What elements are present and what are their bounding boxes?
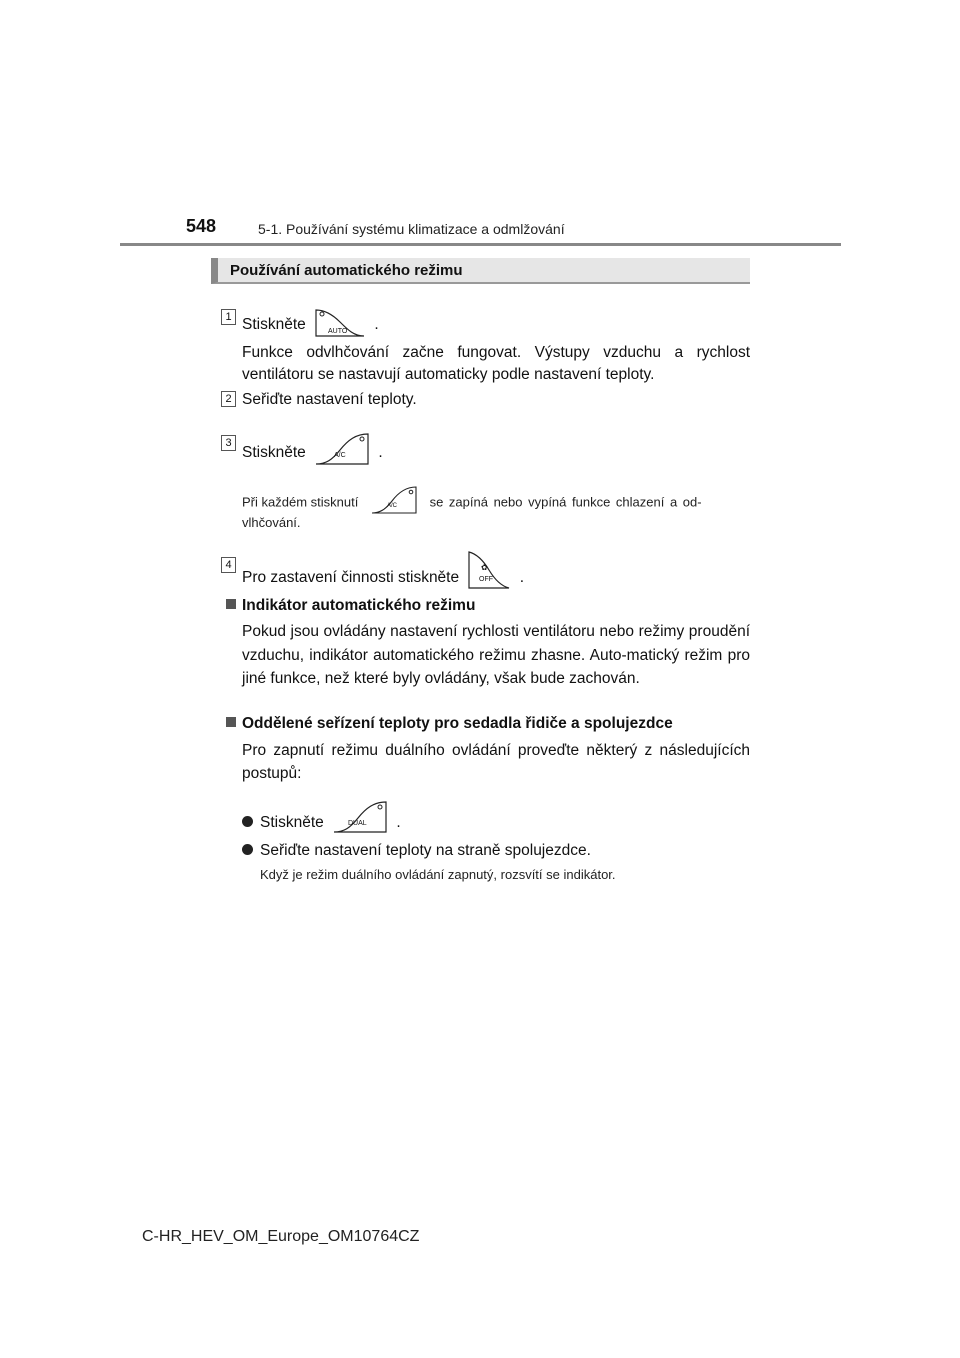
- step-3-note-cont: vlhčování.: [242, 515, 301, 530]
- note-2-title: [242, 714, 673, 734]
- ac-button[interactable]: [314, 432, 370, 466]
- footer-doc-id: C-HR_HEV_OM_Europe_OM10764CZ: [142, 1228, 420, 1245]
- svg-text:AUTO: AUTO: [328, 328, 348, 335]
- dual-button[interactable]: [332, 800, 388, 834]
- note-2-small: Když je režim duálního ovládání zapnutý, rozsvítí se indikátor.: [260, 867, 616, 882]
- square-bullet-icon: [226, 717, 236, 727]
- step-4-text: Pro zastavení činnosti stiskněte: [242, 569, 460, 587]
- bullet-1: [242, 806, 401, 840]
- note-2-body: Pro zapnutí režimu duálního ovládání proveďte některý z následujících postupů:: [242, 742, 750, 782]
- section-title: Používání automatického režimu: [230, 262, 463, 279]
- section-header: [211, 258, 750, 284]
- bullet-1-text: Stiskněte: [260, 814, 324, 832]
- svg-text:A/C: A/C: [334, 452, 346, 459]
- step-4-period: .: [519, 569, 525, 587]
- step-4-line: [242, 558, 524, 598]
- bullet-2-text: Seřiďte nastavení teploty na straně spolujezdce.: [260, 842, 591, 859]
- ac-button-small: [370, 485, 418, 515]
- square-bullet-icon: [226, 599, 236, 609]
- note-2-title-text: Oddělené seřízení teploty pro sedadla řidiče a spolujezdce: [242, 715, 673, 732]
- step-3-note-text: Při každém stisknutí: [242, 494, 359, 510]
- svg-text:✿: ✿: [481, 563, 489, 572]
- step-3-period: .: [378, 444, 383, 462]
- step-3-note: [242, 488, 702, 518]
- step-1-text: Stiskněte: [242, 316, 306, 334]
- step-1-description: Funkce odvlhčování začne fungovat. Výstupy vzduchu a rychlost ventilátoru se nastavují automaticky podle nastavení teploty.: [242, 344, 750, 383]
- step-number-2: 2: [221, 391, 236, 407]
- note-1-title: [242, 596, 475, 616]
- step-3-line: [242, 436, 383, 470]
- off-button[interactable]: [467, 550, 511, 590]
- bullet-dot-icon: [242, 844, 253, 855]
- header-rule: [120, 243, 841, 246]
- bullet-2: [242, 841, 591, 861]
- page-number: 548: [186, 216, 217, 236]
- svg-text:OFF: OFF: [479, 576, 494, 583]
- auto-button[interactable]: [314, 308, 366, 338]
- note-1-title-text: Indikátor automatického režimu: [242, 597, 476, 614]
- step-number-3: 3: [221, 435, 236, 451]
- bullet-1-period: .: [396, 814, 401, 832]
- chapter-title: 5-1. Používání systému klimatizace a odmlžování: [258, 221, 565, 237]
- step-1-period: .: [374, 316, 379, 334]
- bullet-dot-icon: [242, 816, 253, 827]
- step-2-text: Seřiďte nastavení teploty.: [242, 391, 417, 408]
- step-3-note-text-2: se zapíná nebo vypíná funkce chlazení a od-: [429, 494, 702, 510]
- step-1-line: [242, 310, 379, 340]
- svg-text:A/C: A/C: [386, 503, 397, 509]
- note-1-body: Pokud jsou ovládány nastavení rychlosti ventilátoru nebo režimy proudění vzduchu, indikátor automatického režimu zhasne. Auto-matický režim pro jiné funkce, než které byly ovládány, však bude zachován.: [242, 623, 750, 687]
- svg-text:DUAL: DUAL: [348, 820, 367, 827]
- step-3-text: Stiskněte: [242, 444, 306, 462]
- step-number-1: 1: [221, 309, 236, 325]
- step-number-4: 4: [221, 557, 236, 573]
